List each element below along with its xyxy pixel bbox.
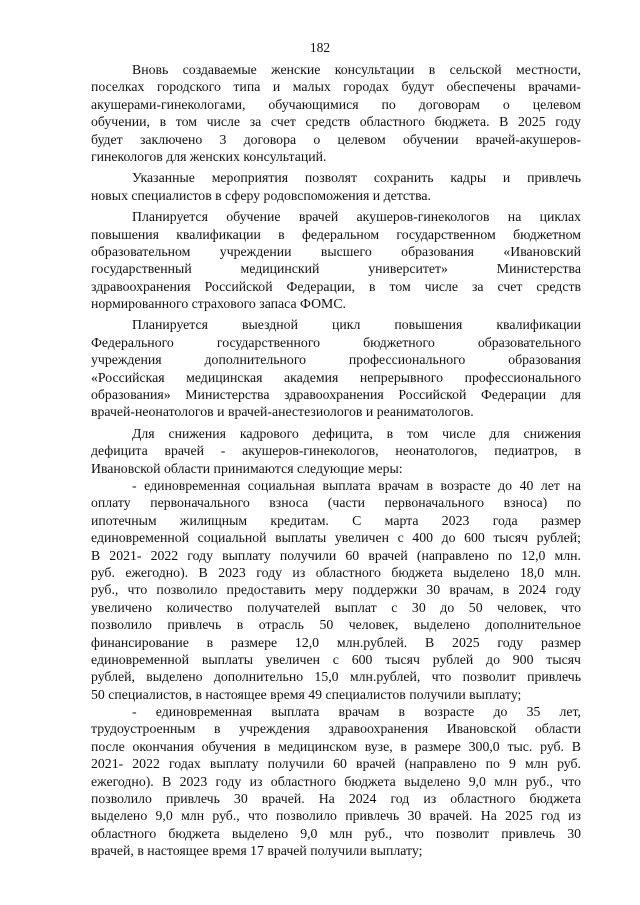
text-line: нормированного страхового запаса ФОМС. (91, 296, 346, 312)
text-line: врачей, в настоящее время 17 врачей получили выплату; (91, 843, 423, 859)
text-line: руб., что позволило предоставить меру поддержки 30 врачам, в 2024 году (91, 582, 581, 598)
text-line: государственный медицинский университет» Министерства (91, 261, 581, 277)
page-number: 182 (309, 40, 331, 55)
text-line: - единовременная социальная выплата врачам в возрасте до 40 лет на (132, 477, 581, 493)
paragraph (91, 425, 581, 477)
text-line: учреждения дополнительного профессионального образования (91, 352, 581, 368)
text-line: позволило привлечь 30 врачей. На 2024 год из областного бюджета (91, 791, 581, 807)
text-line: ежегодно). В 2023 году из областного бюджета выделено 9,0 млн руб., что (91, 773, 581, 789)
text-line: финансирование в размере 12,0 млн.рублей. В 2025 году размер (91, 634, 581, 650)
text-line: Указанные мероприятия позволят сохранить кадры и привлечь (132, 170, 581, 186)
document-body (91, 61, 581, 860)
text-line: повышения квалификации в федеральном государственном бюджетном (91, 226, 581, 242)
text-line: дефицита врачей - акушеров-гинекологов, неонатологов, педиатров, в (91, 443, 581, 459)
text-line: обучении, в том числе за счет средств областного бюджета. В 2025 году (91, 114, 581, 130)
text-line: новых специалистов в сферу родовспоможения и детства. (91, 187, 431, 203)
text-line: В 2021- 2022 году выплату получили 60 врачей (направлено по 12,0 млн. (91, 547, 581, 563)
text-line: врачей-неонатологов и врачей-анестезиологов и реаниматологов. (91, 404, 474, 420)
text-line: после окончания обучения в медицинском вузе, в размере 300,0 тыс. руб. В (91, 738, 581, 754)
text-line: - единовременная выплата врачам в возрасте до 35 лет, (132, 704, 581, 720)
text-line: акушерами-гинекологами, обучающимися по договорам о целевом (91, 96, 581, 112)
text-line: гинекологов для женских консультаций. (91, 148, 327, 164)
text-line: «Российская медицинская академия непрерывного профессионального (91, 369, 581, 385)
text-line: здравоохранения Российской Федерации, в том числе за счет средств (91, 278, 581, 294)
paragraph (91, 703, 581, 860)
text-line: Планируется обучение врачей акушеров-гинекологов на циклах (132, 209, 581, 225)
text-line: поселках городского типа и малых городах будут обеспечены врачами- (91, 79, 581, 95)
text-line: оплату первоначального взноса (части первоначального взноса) по (91, 495, 581, 511)
text-line: Вновь создаваемые женские консультации в сельской местности, (132, 62, 581, 77)
text-line: выделено 9,0 млн руб., что позволило привлечь 30 врачей. На 2025 год из (91, 808, 581, 824)
paragraph (91, 208, 581, 312)
text-line: 2021- 2022 годах выплату получили 60 врачей (направлено по 9 млн руб. (91, 756, 581, 772)
text-line: 50 специалистов, в настоящее время 49 специалистов получили выплату; (91, 686, 522, 702)
paragraph (91, 316, 581, 420)
paragraph (91, 477, 581, 703)
text-line: образования» Министерства здравоохранения Российской Федерации для (91, 387, 581, 403)
text-line: увеличено количество получателей выплат с 30 до 50 человек, что (91, 599, 581, 615)
text-line: позволило привлечь в отрасль 50 человек, выделено дополнительное (91, 617, 581, 633)
text-line: трудоустроенным в учреждения здравоохранения Ивановской области (91, 721, 581, 737)
text-line: образовательном учреждении высшего образования «Ивановский (91, 243, 581, 259)
text-line: Для снижения кадрового дефицита, в том числе для снижения (132, 425, 581, 441)
text-line: единовременной социальной выплаты увеличен с 400 до 600 тысяч рублей; (91, 530, 581, 546)
text-line: руб. ежегодно). В 2023 году из областного бюджета выделено 18,0 млн. (91, 564, 581, 580)
paragraph (91, 61, 581, 165)
text-line: рублей, выделено дополнительно 15,0 млн.рублей, что позволит привлечь (91, 669, 581, 685)
text-line: Ивановской области принимаются следующие меры: (91, 460, 403, 476)
paragraph (91, 169, 581, 204)
text-line: единовременной выплаты увеличен с 600 тысяч рублей до 900 тысяч (91, 651, 581, 667)
text-line: ипотечным жилищным кредитам. С марта 2023 года размер (91, 512, 581, 528)
text-line: Федерального государственного бюджетного образовательного (91, 334, 581, 350)
text-line: областного бюджета выделено 9,0 млн руб., что позволит привлечь 30 (91, 825, 581, 841)
text-line: Планируется выездной цикл повышения квалификации (132, 317, 581, 333)
text-line: будет заключено 3 договора о целевом обучении врачей-акушеров- (91, 131, 581, 147)
